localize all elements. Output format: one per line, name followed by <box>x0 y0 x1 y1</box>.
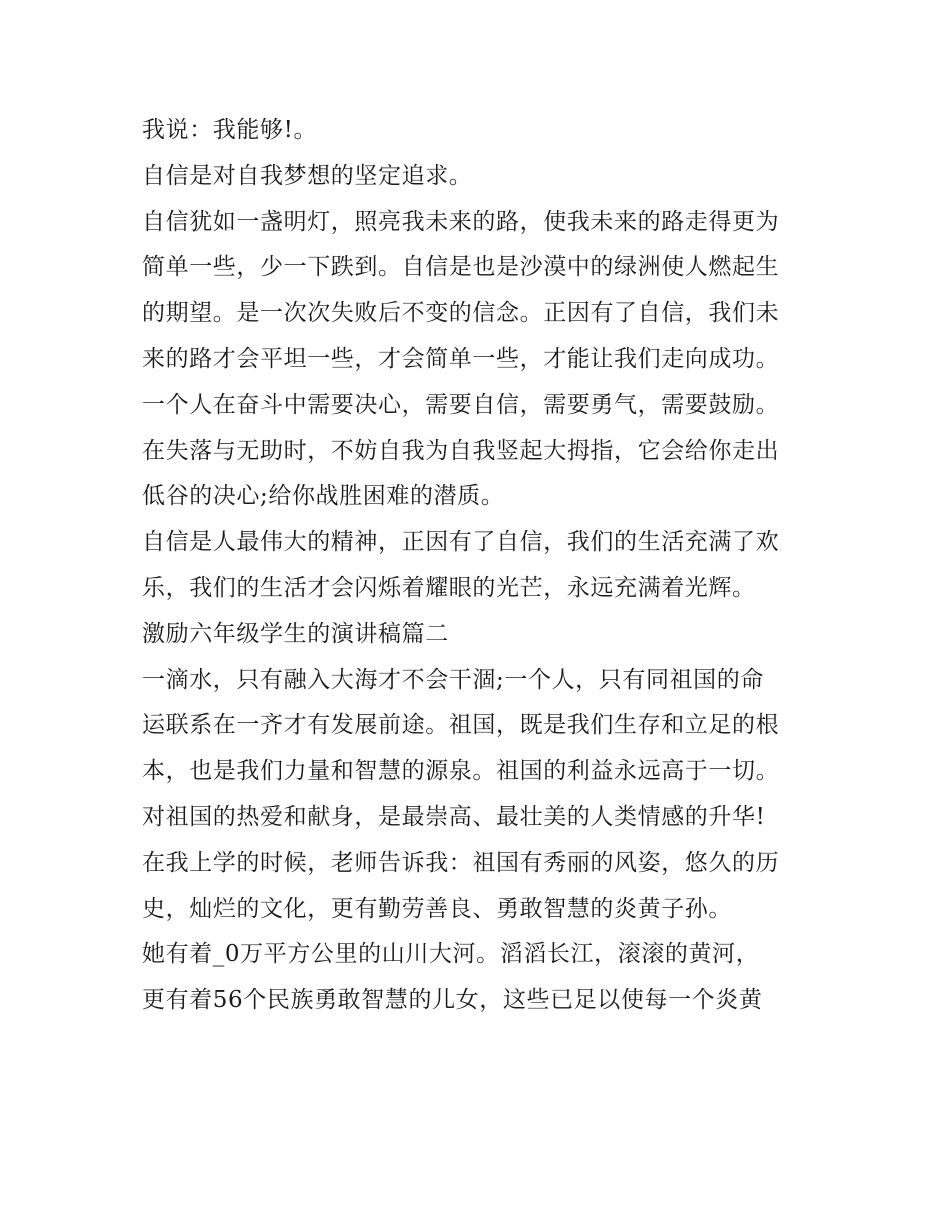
text-line: 乐，我们的生活才会闪烁着耀眼的光芒，永远充满着光辉。 <box>142 574 756 601</box>
text-line: 在我上学的时候，老师告诉我：祖国有秀丽的风姿，悠久的历 <box>142 849 780 876</box>
text-line: 更有着56个民族勇敢智慧的儿女，这些已足以使每一个炎黄 <box>142 987 763 1014</box>
text-line: 自信是对自我梦想的坚定追求。 <box>142 162 473 189</box>
text-line: 自信犹如一盏明灯，照亮我未来的路，使我未来的路走得更为 <box>142 208 780 235</box>
text-line: 史，灿烂的文化，更有勤劳善良、勇敢智慧的炎黄子孙。 <box>142 895 732 922</box>
text-line: 一个人在奋斗中需要决心，需要自信，需要勇气，需要鼓励。 <box>142 391 780 418</box>
text-line: 的期望。是一次次失败后不变的信念。正因有了自信，我们未 <box>142 300 780 327</box>
text-line: 一滴水，只有融入大海才不会干涸;一个人，只有同祖国的命 <box>142 666 764 693</box>
text-line: 在失落与无助时，不妨自我为自我竖起大拇指，它会给你走出 <box>142 437 780 464</box>
section-heading: 激励六年级学生的演讲稿篇二 <box>142 620 449 647</box>
text-line: 简单一些，少一下跌到。自信是也是沙漠中的绿洲使人燃起生 <box>142 254 780 281</box>
text-line: 我说：我能够!。 <box>142 117 318 143</box>
text-line: 运联系在一齐才有发展前途。祖国，既是我们生存和立足的根 <box>142 712 780 739</box>
text-line: 自信是人最伟大的精神，正因有了自信，我们的生活充满了欢 <box>142 529 780 556</box>
text-line: 她有着_0万平方公里的山川大河。滔滔长江，滚滚的黄河， <box>142 941 760 968</box>
text-line: 来的路才会平坦一些，才会简单一些，才能让我们走向成功。 <box>142 345 780 372</box>
text-line: 低谷的决心;给你战胜困难的潜质。 <box>142 483 505 510</box>
text-line: 本，也是我们力量和智慧的源泉。祖国的利益永远高于一切。 <box>142 758 780 785</box>
text-line: 对祖国的热爱和献身，是最崇高、最壮美的人类情感的升华! <box>142 803 766 830</box>
document-body <box>142 108 832 1024</box>
